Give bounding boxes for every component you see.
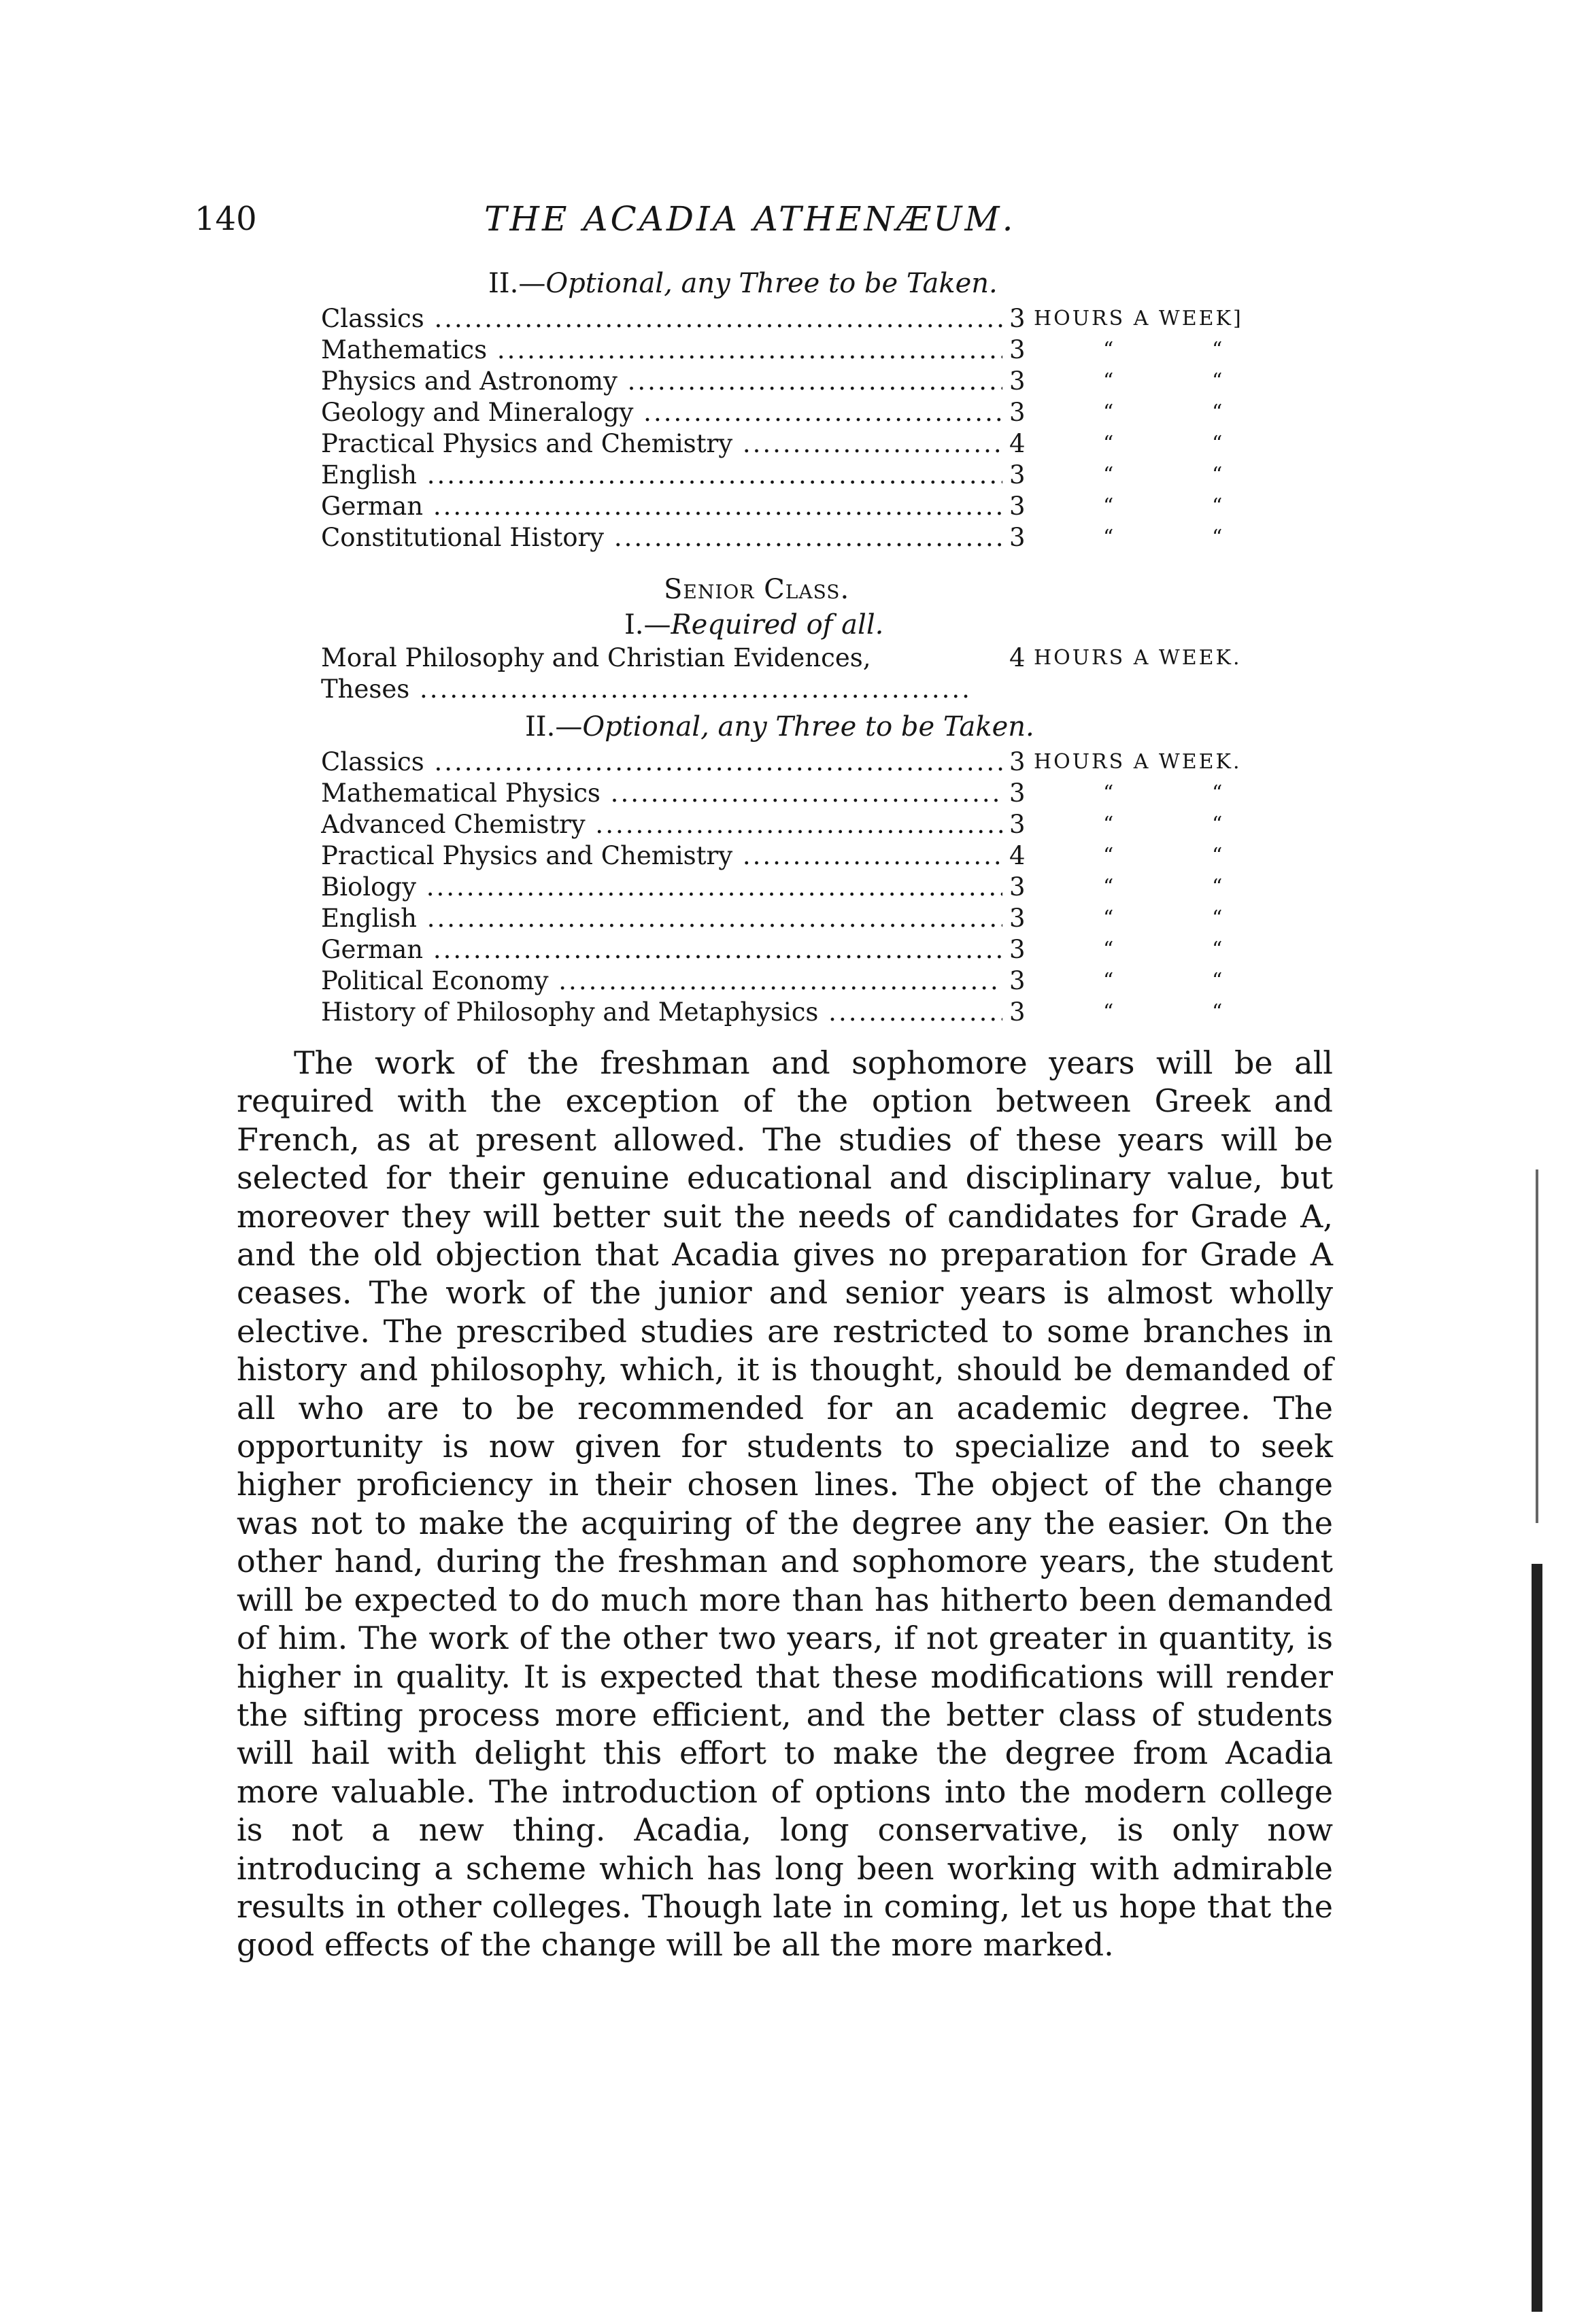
scan-edge-bar	[1532, 1564, 1542, 2312]
table-row: Advanced Chemistry ..... 3 “ “	[321, 809, 1300, 840]
table-row: Practical Physics and Chemistry ..... 4 “ “	[321, 428, 1300, 460]
running-title: THE ACADIA ATHENÆUM.	[484, 199, 1016, 239]
table-row: German ..... 3 “ “	[321, 934, 1300, 966]
junior-optional-heading	[488, 267, 998, 301]
junior-optional-table	[321, 303, 1300, 553]
table-row: Moral Philosophy and Christian Evidences, 4 HOURS A WEEK.	[321, 643, 1242, 672]
scan-edge-line	[1536, 1169, 1538, 1523]
table-row: History of Philosophy and Metaphysics ..... 3 “ “	[321, 997, 1300, 1028]
senior-required-label: Required of all.	[671, 609, 884, 640]
page-header	[195, 192, 1351, 246]
table-row: Constitutional History ..... 3 “ “	[321, 522, 1300, 553]
table-row: Geology and Mineralogy ..... 3 “ “	[321, 397, 1300, 428]
senior-optional-numeral: II.—	[525, 711, 583, 742]
page-number: 140	[195, 200, 257, 238]
table-row: English ..... 3 “ “	[321, 903, 1300, 934]
table-row: Practical Physics and Chemistry ..... 4 “ “	[321, 840, 1300, 872]
table-row: Theses .....	[321, 674, 1341, 705]
body-paragraph: The work of the freshman and sophomore years will be all required with the exception of the option between Greek and French, as at present allowed. The studies of these years will be selected for their genuine educational and disciplinary value, but moreover they will better suit the needs of candidates for Grade A, and the old objection that Acadia gives no preparation for Grade A ceases. The work of the junior and senior years is almost wholly elective. The prescribed studies are restricted to some branches in history and philosophy, which, it is thought, should be demanded of all who are to be recommended for an academic degree. The opportunity is now given for students to specialize and to seek higher proficiency in their chosen lines. The object of the change was not to make the acquiring of the degree any the easier. On the other hand, during the freshman and sophomore years, the student will be expected to do much more than has hitherto been demanded of him. The work of the other two years, if not greater in quantity, is higher in quality. It is expected that these modifications will render the sifting process more efficient, and the better class of students will hail with delight this effort to make the degree from Acadia more valuable. The introduction of options into the modern college is not a new thing. Acadia, long conservative, is only now introducing a scheme which has long been working with admirable results in other colleges. Though late in coming, let us hope that the good effects of the change will be all the more marked.	[237, 1044, 1333, 1964]
senior-required-heading	[624, 608, 883, 642]
table-row: English ..... 3 “ “	[321, 460, 1300, 491]
body-text	[237, 1044, 1333, 1964]
senior-required-table	[321, 643, 1341, 705]
table-row: Physics and Astronomy ..... 3 “ “	[321, 366, 1300, 397]
senior-optional-label: Optional, any Three to be Taken.	[582, 711, 1034, 742]
junior-optional-label: Optional, any Three to be Taken.	[545, 268, 998, 299]
table-row: Biology ..... 3 “ “	[321, 872, 1300, 903]
table-row: Classics ..... 3 HOURS A WEEK.	[321, 747, 1300, 778]
senior-optional-heading	[525, 710, 1034, 744]
table-row: German ..... 3 “ “	[321, 491, 1300, 522]
table-row: Classics ..... 3 HOURS A WEEK]	[321, 303, 1300, 335]
junior-optional-numeral: II.—	[488, 268, 546, 299]
senior-required-numeral: I.—	[624, 609, 671, 640]
senior-optional-table	[321, 747, 1300, 1028]
table-row: Political Economy ..... 3 “ “	[321, 966, 1300, 997]
senior-class-title: Senior Class.	[664, 574, 850, 605]
table-row: Mathematics ..... 3 “ “	[321, 335, 1300, 366]
table-row: Mathematical Physics ..... 3 “ “	[321, 778, 1300, 809]
